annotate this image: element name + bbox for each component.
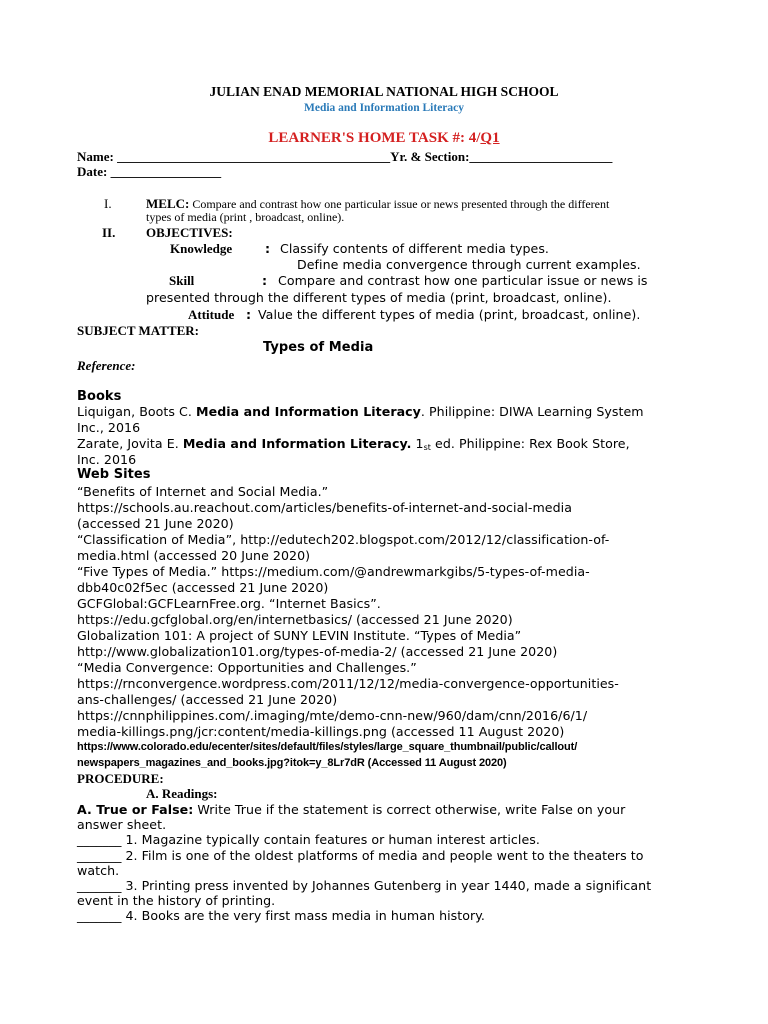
name-field: __________________________________________ (117, 149, 391, 164)
objectives-label: OBJECTIVES: (146, 225, 233, 240)
procedure-label: PROCEDURE: (77, 771, 164, 786)
answer-blank: _______ (77, 908, 122, 923)
true-false-instruction-2: answer sheet. (77, 817, 167, 832)
website-bold-line-2: newspapers_magazines_and_books.jpg?itok=y_8Lr7dR (Accessed 11 August 2020) (77, 757, 507, 769)
question-item-1 (77, 832, 540, 847)
book-2-title: Media and Information Literacy. (182, 436, 412, 451)
reference-label: Reference: (77, 358, 136, 373)
section-label: Yr. & Section: (390, 149, 470, 164)
website-line: “Media Convergence: Opportunities and Challenges.” (77, 660, 417, 675)
question-item-3 (77, 878, 651, 893)
melc-text-1: Compare and contrast how one particular issue or news presented through the different (192, 197, 610, 211)
melc-number: I. (104, 196, 112, 211)
book-2-line-1 (77, 436, 630, 453)
readings-label: A. Readings: (146, 786, 218, 801)
task-quarter: Q1 (480, 130, 500, 146)
task-title (0, 130, 768, 147)
question-item-2 (77, 848, 644, 863)
question-text: 2. Film is one of the oldest platforms of media and people went to the theaters to (121, 848, 644, 863)
question-text: 4. Books are the very first mass media in human history. (121, 908, 485, 923)
website-line: GCFGlobal:GCFLearnFree.org. “Internet Basics”. (77, 596, 381, 611)
date-row (77, 164, 221, 179)
subject-title: Media and Information Literacy (303, 102, 465, 114)
website-line: “Five Types of Media.” https://medium.com/@andrewmarkgibs/5-types-of-media- (77, 564, 590, 579)
website-line: media-killings.png/jcr:content/media-killings.png (accessed 11 August 2020) (77, 724, 565, 739)
true-false-label: A. True or False: (77, 802, 194, 817)
skill-item-2: presented through the different types of media (print, broadcast, online). (146, 290, 612, 305)
skill-item-1: Compare and contrast how one particular issue or news is (278, 273, 648, 288)
website-line: Globalization 101: A project of SUNY LEVIN Institute. “Types of Media” (77, 628, 522, 643)
name-row (77, 149, 612, 164)
websites-heading: Web Sites (77, 467, 151, 482)
website-line: https://edu.gcfglobal.org/en/internetbasics/ (accessed 21 June 2020) (77, 612, 513, 627)
book-1-line-2: Inc., 2016 (77, 420, 141, 435)
book-1-publisher: . Philippine: DIWA Learning System (420, 404, 644, 419)
website-line: dbb40c02f5ec (accessed 21 June 2020) (77, 580, 329, 595)
date-label: Date: (77, 164, 108, 179)
skill-colon: : (262, 273, 268, 288)
knowledge-colon: : (265, 241, 271, 256)
question-item-3-continued: event in the history of printing. (77, 893, 276, 908)
website-line: ans-challenges/ (accessed 21 June 2020) (77, 692, 338, 707)
skill-label: Skill (169, 273, 195, 288)
book-2-line-2: Inc. 2016 (77, 452, 137, 467)
question-item-4 (77, 908, 485, 923)
melc-label: MELC: (146, 196, 190, 211)
section-field: ______________________ (469, 149, 613, 164)
book-2-author: Zarate, Jovita E. (77, 436, 179, 451)
book-1-title: Media and Information Literacy (196, 404, 421, 419)
book-2-edition: 1 (415, 436, 424, 451)
answer-blank: _______ (77, 848, 122, 863)
book-1-author: Liquigan, Boots C. (77, 404, 192, 419)
date-field: _________________ (110, 164, 222, 179)
book-2-edition-suffix: st (423, 443, 431, 452)
book-1-line-1 (77, 404, 644, 419)
true-false-instruction (77, 802, 625, 817)
question-text: 3. Printing press invented by Johannes Gutenberg in year 1440, made a significant (121, 878, 652, 893)
subject-matter-label: SUBJECT MATTER: (77, 323, 199, 338)
true-false-text: Write True if the statement is correct otherwise, write False on your (193, 802, 626, 817)
website-line: https://cnnphilippines.com/.imaging/mte/demo-cnn-new/960/dam/cnn/2016/6/1/ (77, 708, 588, 723)
question-item-2-continued: watch. (77, 863, 120, 878)
website-line: https://schools.au.reachout.com/articles/benefits-of-internet-and-social-media (77, 500, 572, 515)
books-heading: Books (77, 389, 122, 404)
knowledge-label: Knowledge (170, 241, 233, 256)
topic-title: Types of Media (263, 340, 374, 355)
website-line: “Benefits of Internet and Social Media.” (77, 484, 329, 499)
answer-blank: _______ (77, 878, 122, 893)
objectives-number: II. (102, 225, 116, 240)
melc-text-2: types of media (print , broadcast, online). (146, 210, 345, 224)
attitude-colon: : (246, 307, 252, 322)
website-line: “Classification of Media”, http://edutech202.blogspot.com/2012/12/classification-of- (77, 532, 610, 547)
attitude-label: Attitude (188, 307, 235, 322)
website-line: https://rnconvergence.wordpress.com/2011/12/12/media-convergence-opportunities- (77, 676, 619, 691)
website-line: (accessed 21 June 2020) (77, 516, 234, 531)
answer-blank: _______ (77, 832, 122, 847)
attitude-item-1: Value the different types of media (print, broadcast, online). (258, 307, 641, 322)
name-label: Name: (77, 149, 114, 164)
book-2-publisher: ed. Philippine: Rex Book Store, (430, 436, 630, 451)
website-bold-line-1: https://www.colorado.edu/ecenter/sites/default/files/styles/large_square_thumbnail/public/callout/ (77, 741, 578, 753)
website-line: http://www.globalization101.org/types-of-media-2/ (accessed 21 June 2020) (77, 644, 558, 659)
knowledge-item-1: Classify contents of different media types. (280, 241, 549, 256)
website-line: media.html (accessed 20 June 2020) (77, 548, 311, 563)
school-name: JULIAN ENAD MEMORIAL NATIONAL HIGH SCHOOL (209, 84, 559, 99)
knowledge-item-2: Define media convergence through current examples. (297, 257, 641, 272)
task-label: LEARNER'S HOME TASK #: 4/ (268, 130, 481, 146)
question-text: 1. Magazine typically contain features or human interest articles. (121, 832, 540, 847)
